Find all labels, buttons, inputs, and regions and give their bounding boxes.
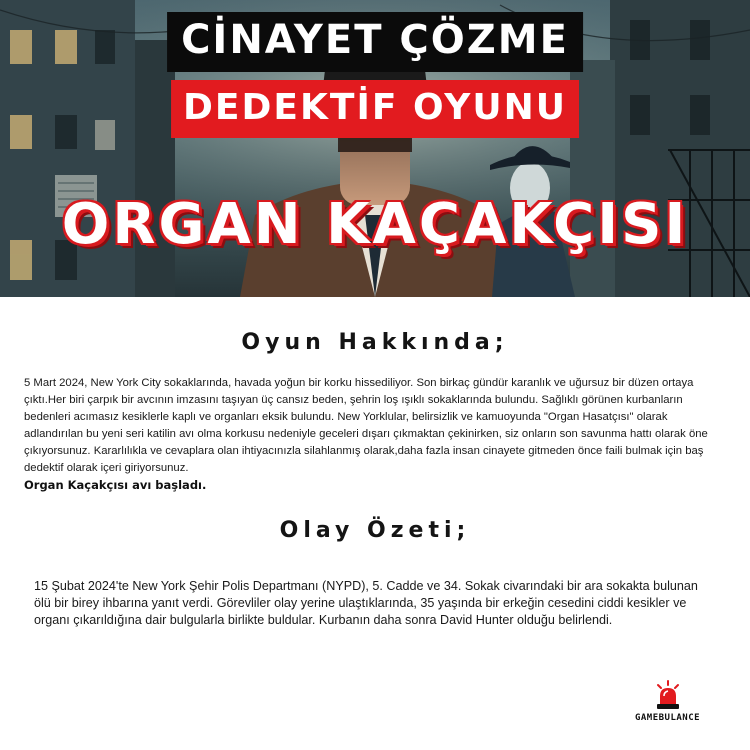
- about-heading: Oyun Hakkında;: [241, 330, 509, 355]
- gamebulance-logo: [620, 680, 715, 730]
- about-closing: Organ Kaçakçısı avı başladı.: [24, 478, 207, 492]
- game-title: ORGAN KAÇAKÇISI: [61, 192, 689, 257]
- summary-heading: Olay Özeti;: [279, 518, 471, 543]
- hero-banner: [0, 0, 750, 297]
- logo-text: GAMEBULANCE: [634, 713, 701, 723]
- about-body: 5 Mart 2024, New York City sokaklarında, havada yoğun bir korku hissediliyor. Son birkaç gündür karanlık ve uğursuz bir düzen ortaya çıktı.Her biri çarpık bir avcının imzasını taşıyan üç cansız beden, şehrin loş ışıklı sokaklarında bulundu. Sağlıklı görünen kurbanların bedenleri acımasız kesiklerle kaplı ve organları eksik bulundu. New Yorklular, belirsizlik ve kamuoyunda "Organ Hasatçısı" olarak adlandırılan bu yeni seri katilin avı olma korkusu nedeniyle geceleri dışarı çıkmaktan çekinirken, siz onların son savunma hattı olarak öne çıkıyorsunuz. Kararlılıkla ve cevaplara olan ihtiyacınızla silahlanmış olarak,daha fazla insan cinayete gitmeden önce faili bulmak için baş dedektif olarak içeri giriyorsunuz.: [24, 377, 708, 474]
- siren-icon: [653, 680, 683, 710]
- title-line-2: DEDEKTİF OYUNU: [171, 80, 579, 138]
- title-line-1: CİNAYET ÇÖZME: [167, 12, 583, 72]
- summary-text: 15 Şubat 2024'te New York Şehir Polis Departmanı (NYPD), 5. Cadde ve 34. Sokak civarındaki bir ara sokakta bulunan ölü bir birey ihbarına yanıt verdi. Görevliler olay yerine ulaştıklarında, 35 yaşında bir erkeğin cesedini ciddi kesikler ve organı çıkarıldığına dair bulgularla birlikte buldular. Kurbanın daha sonra David Hunter olduğu belirlendi.: [34, 579, 698, 627]
- about-text: [24, 375, 729, 494]
